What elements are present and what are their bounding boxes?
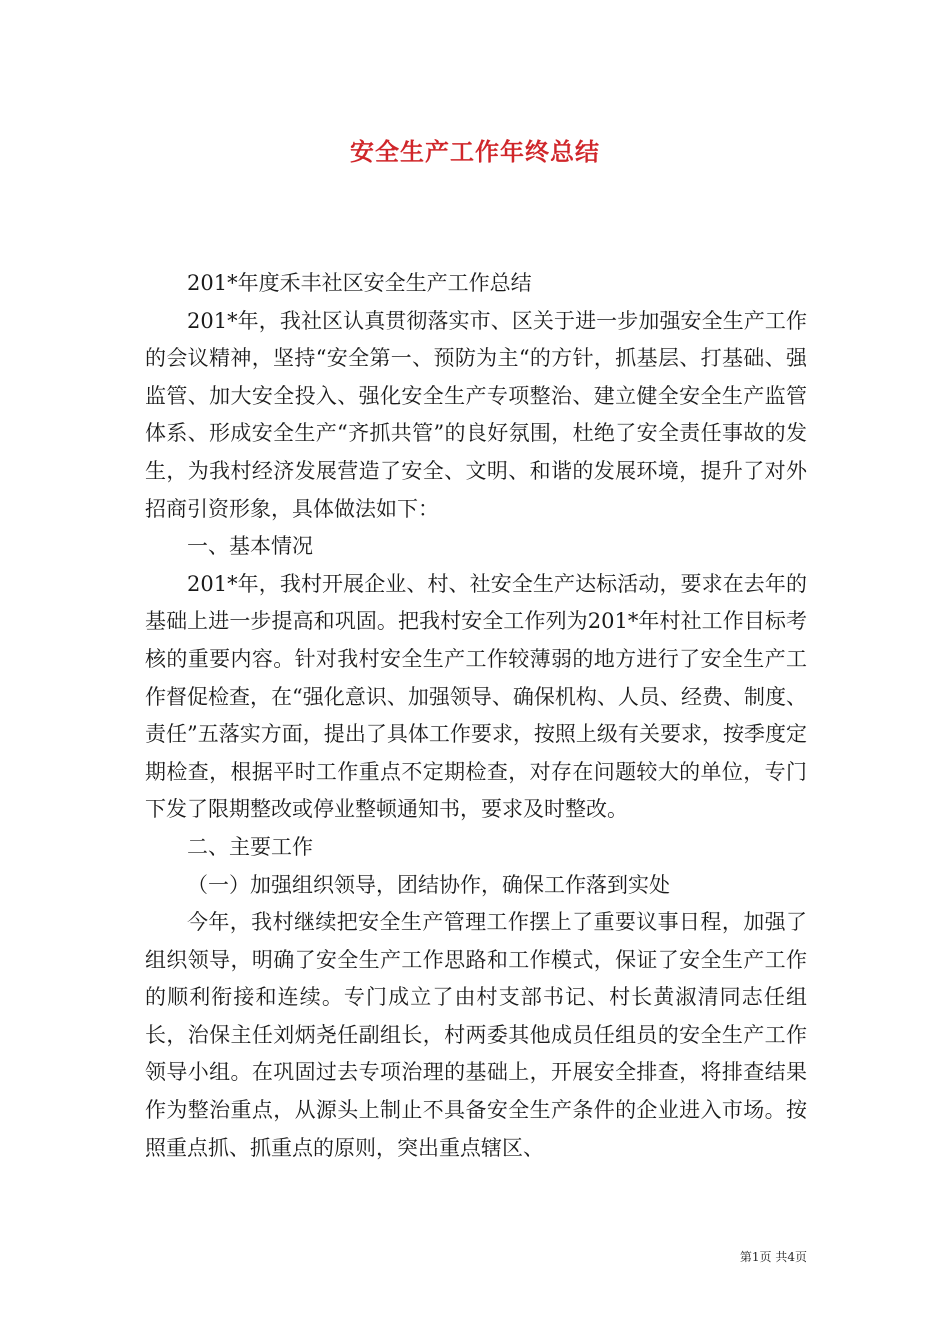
subsection-heading: （一）加强组织领导，团结协作，确保工作落到实处 [187, 872, 670, 897]
page-title: 安全生产工作年终总结 [350, 138, 600, 166]
paragraph-main-work: 今年，我村继续把安全生产管理工作摆上了重要议事日程，加强了组织领导，明确了安全生产工作思路和工作模式，保证了安全生产工作的顺利衔接和连续。专门成立了由村支部书记、村长黄淑清同志任组长，治保主任刘炳尧任副组长，村两委其他成员任组员的安全生产工作领导小组。在巩固过去专项治理的基础上，开展安全排查，将排查结果作为整治重点，从源头上制止不具备安全生产条件的企业进入市场。按照重点抓、抓重点的原则，突出重点辖区、 [145, 910, 807, 1160]
paragraph-basic: 201*年，我村开展企业、村、社安全生产达标活动，要求在去年的基础上进一步提高和巩固。把我村安全工作列为201*年村社工作目标考核的重要内容。针对我村安全生产工作较薄弱的地方进行了安全生产工作督促检查，在“强化意识、加强领导、确保机构、人员、经费、制度、责任”五落实方面，提出了具体工作要求，按照上级有关要求，按季度定期检查，根据平时工作重点不定期检查，对存在问题较大的单位，专门下发了限期整改或停业整顿通知书，要求及时整改。 [145, 571, 807, 822]
document-body [145, 265, 807, 1167]
section-heading-main-work: 二、主要工作 [187, 834, 313, 859]
paragraph-subtitle: 201*年度禾丰社区安全生产工作总结 [187, 271, 532, 295]
section-heading-basic: 一、基本情况 [187, 534, 313, 559]
page-number: 第1页 共4页 [739, 1250, 807, 1264]
paragraph-intro: 201*年，我社区认真贯彻落实市、区关于进一步加强安全生产工作的会议精神，坚持“安全第一、预防为主“的方针，抓基层、打基础、强监管、加大安全投入、强化安全生产专项整治、建立健全安全生产监管体系、形成安全生产“齐抓共管”的良好氛围，杜绝了安全责任事故的发生，为我村经济发展营造了安全、文明、和谐的发展环境，提升了对外招商引资形象，具体做法如下： [145, 308, 807, 521]
